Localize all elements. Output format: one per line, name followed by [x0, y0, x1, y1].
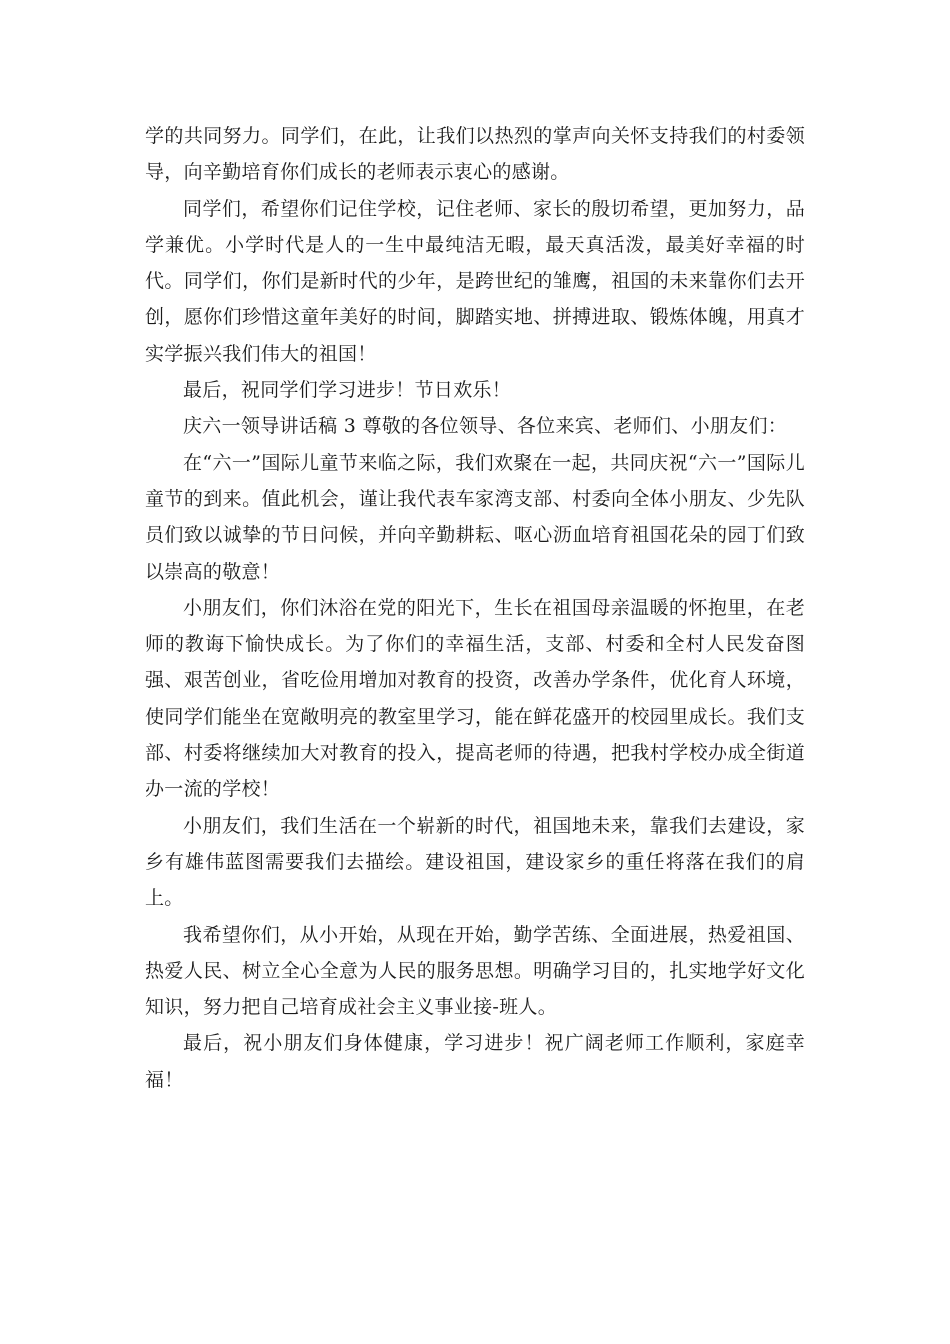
paragraph-9: 最后，祝小朋友们身体健康，学习进步！祝广阔老师工作顺利，家庭幸福！ [145, 1032, 805, 1091]
paragraph-4: 庆六一领导讲话稿 3 尊敬的各位领导、各位来宾、老师们、小朋友们： [183, 415, 788, 438]
paragraph-8: 我希望你们，从小开始，从现在开始，勤学苦练、全面进展，热爱祖国、热爱人民、树立全心全意为人民的服务思想。明确学习目的，扎实地学好文化知识，努力把自己培育成社会主义事业接-班人。 [145, 923, 805, 1019]
paragraph-1: 学的共同努力。同学们，在此，让我们以热烈的掌声向关怀支持我们的村委领导，向辛勤培育你们成长的老师表示衷心的感谢。 [145, 125, 805, 184]
paragraph-2: 同学们，希望你们记住学校，记住老师、家长的殷切希望，更加努力，品学兼优。小学时代是人的一生中最纯洁无暇，最天真活泼，最美好幸福的时代。同学们，你们是新时代的少年，是跨世纪的雏鹰，祖国的未来靠你们去开创，愿你们珍惜这童年美好的时间，脚踏实地、拼搏进取、锻炼体魄，用真才实学振兴我们伟大的祖国！ [145, 197, 805, 365]
paragraph-3: 最后，祝同学们学习进步！节日欢乐！ [183, 379, 512, 402]
document-page [145, 118, 805, 1098]
paragraph-6: 小朋友们，你们沐浴在党的阳光下，生长在祖国母亲温暖的怀抱里，在老师的教诲下愉快成长。为了你们的幸福生活，支部、村委和全村人民发奋图强、艰苦创业，省吃俭用增加对教育的投资，改善办学条件，优化育人环境，使同学们能坐在宽敞明亮的教室里学习，能在鲜花盛开的校园里成长。我们支部、村委将继续加大对教育的投入，提高老师的待遇，把我村学校办成全街道办一流的学校！ [145, 596, 805, 801]
paragraph-7: 小朋友们，我们生活在一个崭新的时代，祖国地未来，靠我们去建设，家乡有雄伟蓝图需要我们去描绘。建设祖国，建设家乡的重任将落在我们的肩上。 [145, 814, 805, 910]
paragraph-5: 在“六一”国际儿童节来临之际，我们欢聚在一起，共同庆祝“六一”国际儿童节的到来。值此机会，谨让我代表车家湾支部、村委向全体小朋友、少先队员们致以诚挚的节日问候，并向辛勤耕耘、呕心沥血培育祖国花朵的园丁们致以崇高的敬意！ [145, 451, 805, 583]
